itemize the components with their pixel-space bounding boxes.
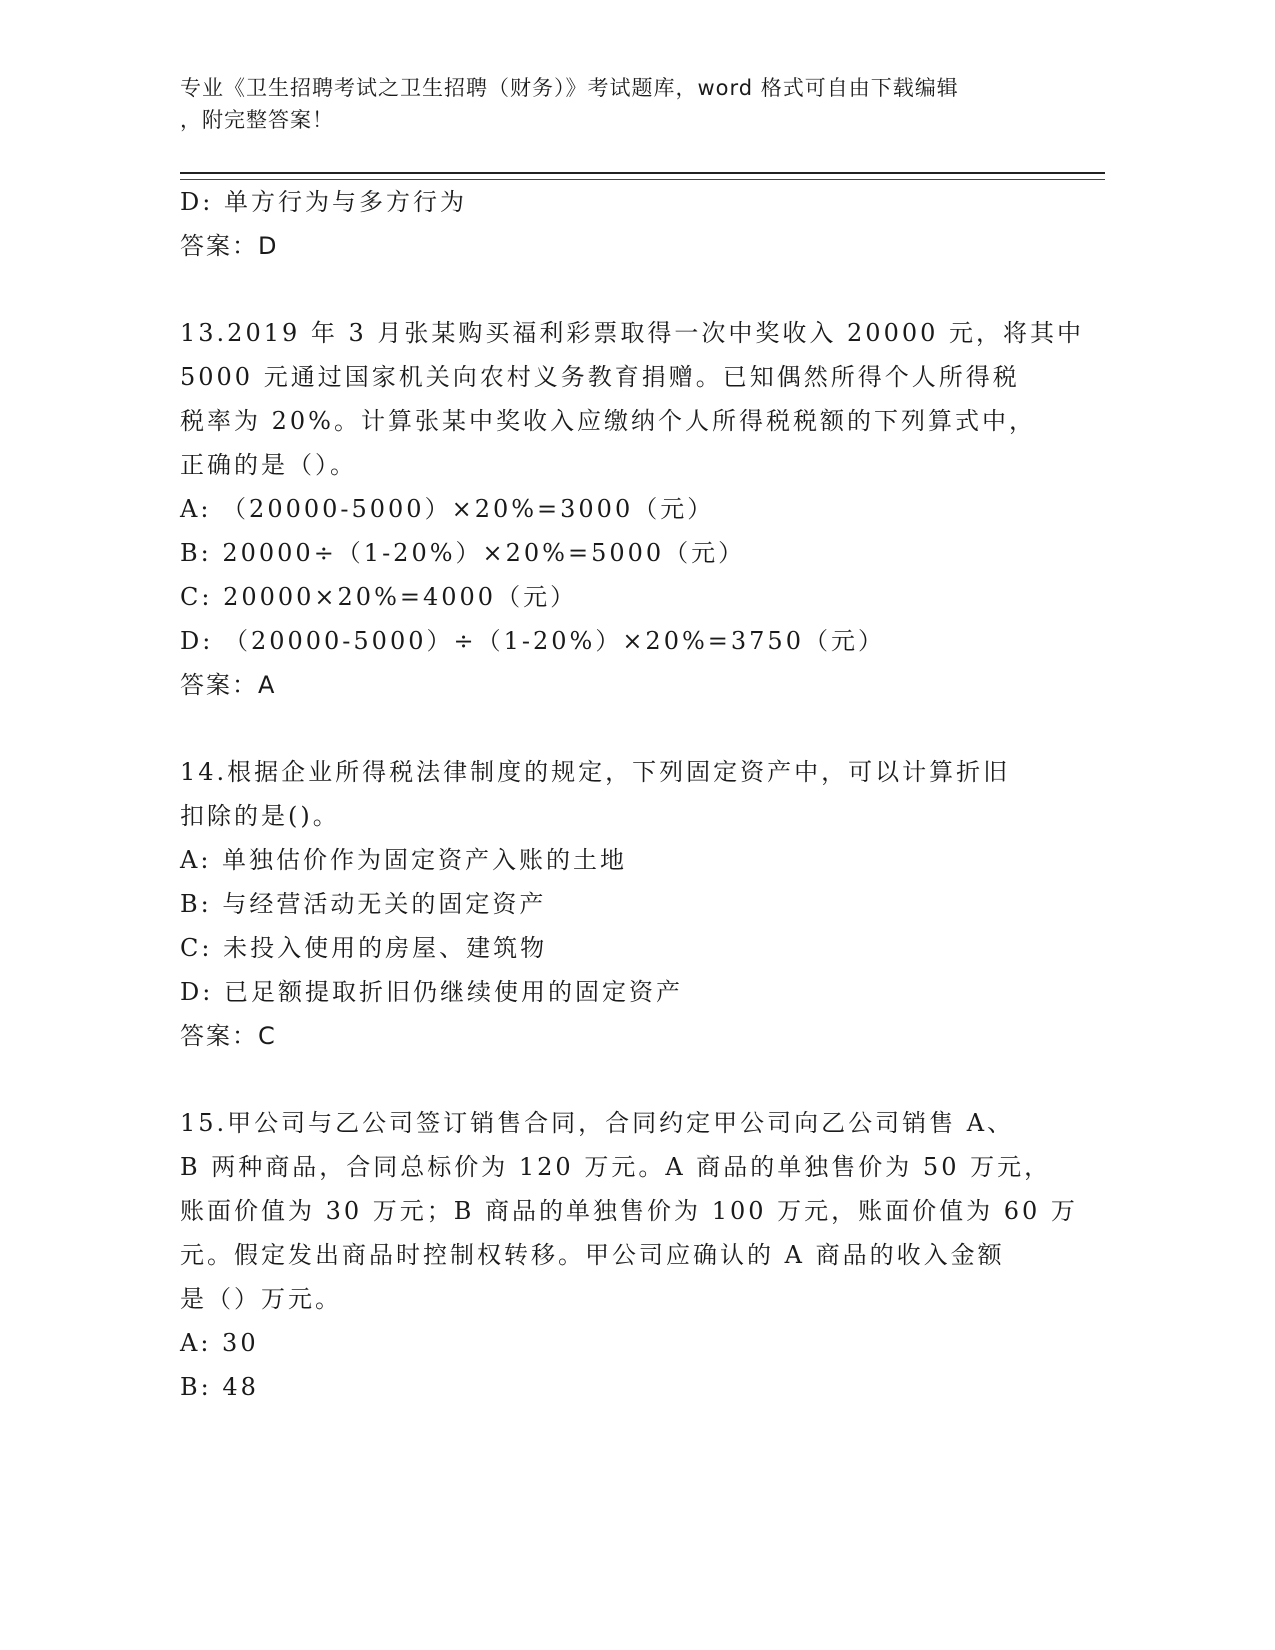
question-stem-line: 5000 元通过国家机关向农村义务教育捐赠。已知偶然所得个人所得税 [180, 363, 1020, 391]
question-stem-line: B 两种商品，合同总标价为 120 万元。A 商品的单独售价为 50 万元， [180, 1153, 1052, 1181]
question-content [180, 180, 1085, 1409]
option-d: D: （20000-5000）÷（1-20%）×20%=3750（元） [180, 627, 885, 655]
question-stem-line: 15.甲公司与乙公司签订销售合同，合同约定甲公司向乙公司销售 A、 [180, 1109, 1015, 1137]
document-header [180, 72, 1040, 136]
previous-question-tail [180, 180, 1050, 268]
question-stem-line: 账面价值为 30 万元；B 商品的单独售价为 100 万元，账面价值为 60 万 [180, 1197, 1078, 1225]
header-line-1: 专业《卫生招聘考试之卫生招聘（财务）》考试题库，word 格式可自由下载编辑 [180, 76, 959, 100]
option-a: A: 单独估价作为固定资产入账的土地 [180, 846, 628, 874]
question-stem-line: 扣除的是()。 [180, 802, 340, 830]
question-stem-line: 税率为 20%。计算张某中奖收入应缴纳个人所得税税额的下列算式中， [180, 407, 1036, 435]
option-b: B: 20000÷（1-20%）×20%=5000（元） [180, 539, 746, 567]
question-13 [180, 311, 1085, 707]
question-15 [180, 1101, 1078, 1409]
spacer [180, 1058, 1050, 1101]
question-14 [180, 750, 1050, 1058]
option-b: B: 48 [180, 1373, 259, 1401]
option-c: C: 20000×20%=4000（元） [180, 583, 578, 611]
question-stem-line: 元。假定发出商品时控制权转移。甲公司应确认的 A 商品的收入金额 [180, 1241, 1005, 1269]
option-b: B: 与经营活动无关的固定资产 [180, 890, 547, 918]
header-divider-thick [180, 172, 1105, 174]
option-d: D: 已足额提取折旧仍继续使用的固定资产 [180, 978, 683, 1006]
header-line-2: ，附完整答案！ [180, 108, 334, 132]
question-stem-line: 14.根据企业所得税法律制度的规定，下列固定资产中，可以计算折旧 [180, 758, 1011, 786]
answer-line: 答案：D [180, 232, 279, 260]
option-d: D: 单方行为与多方行为 [180, 188, 467, 216]
option-a: A: （20000-5000）×20%=3000（元） [180, 495, 715, 523]
option-a: A: 30 [180, 1329, 259, 1357]
spacer [180, 268, 1050, 311]
spacer [180, 707, 1050, 750]
question-stem-line: 正确的是（）。 [180, 451, 357, 479]
question-stem-line: 是（）万元。 [180, 1285, 342, 1313]
question-stem-line: 13.2019 年 3 月张某购买福利彩票取得一次中奖收入 20000 元，将其中 [180, 319, 1085, 347]
answer-line: 答案：C [180, 1022, 277, 1050]
answer-line: 答案：A [180, 671, 277, 699]
option-c: C: 未投入使用的房屋、建筑物 [180, 934, 548, 962]
